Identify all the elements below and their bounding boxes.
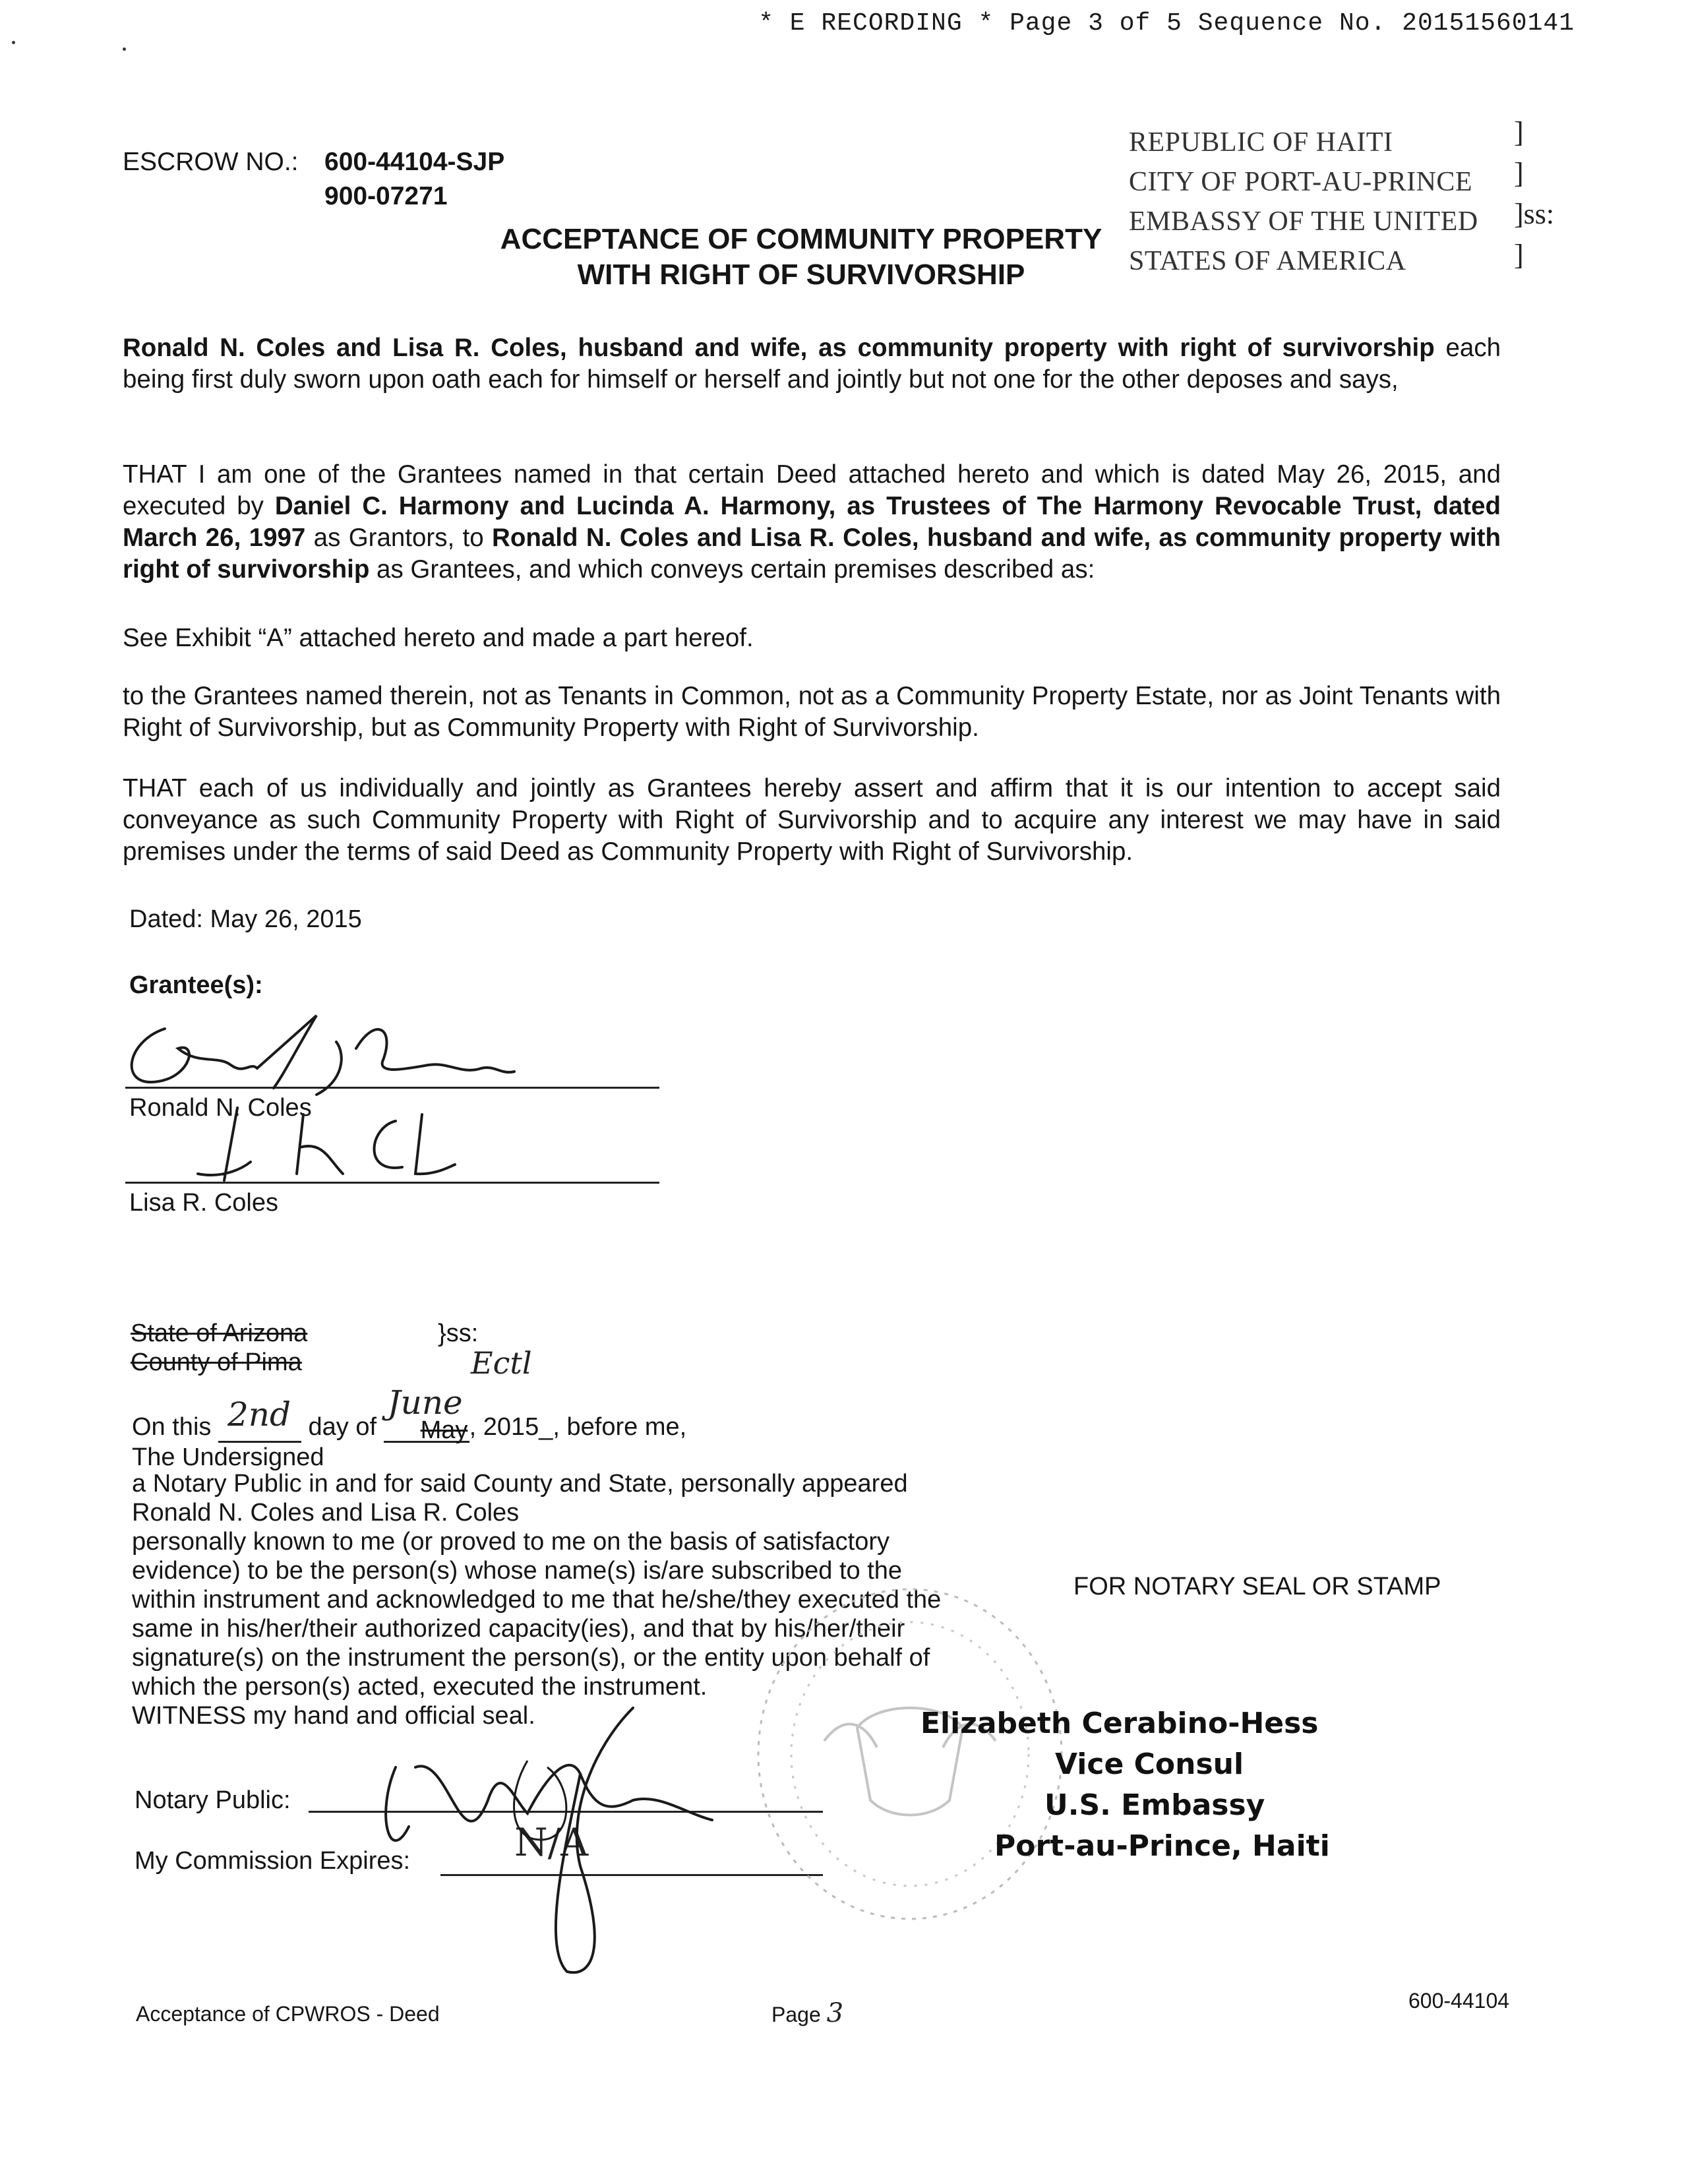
notary-line: a Notary Public in and for said County and State, personally appeared [132,1470,908,1498]
commission-label: My Commission Expires: [135,1847,411,1875]
notary-line: signature(s) on the instrument the person(s), or the entity upon behalf of [132,1644,930,1672]
grantees-bold: Ronald N. Coles and Lisa R. Coles, husband and wife, as community property with right of survivorship [123,524,1501,584]
paragraph-tenancy: to the Grantees named therein, not as Tenants in Common, not as a Community Property Estate, nor as Joint Tenants with Right of Survivorship, but as Community Property with Right of Survivorship. [123,682,1501,742]
handwritten-month: June [387,1383,463,1422]
notary-signature [290,1668,752,1985]
dated-line: Dated: May 26, 2015 [129,905,362,933]
notary-line: WITNESS my hand and official seal. [132,1702,535,1730]
bracket: ] [1514,239,1524,271]
state-struck: State of Arizona [131,1320,308,1347]
consul-city: Port-au-Prince, Haiti [994,1829,1330,1863]
bracket: ] [1514,157,1524,189]
bracket: ]ss: [1514,198,1555,230]
consul-office: U.S. Embassy [1044,1788,1265,1822]
county-struck: County of Pima [131,1349,302,1376]
title-line: WITH RIGHT OF SURVIVORSHIP [577,258,1025,291]
signature-lisa-coles [185,1101,488,1194]
notary-line: Ronald N. Coles and Lisa R. Coles [132,1499,520,1527]
escrow-number: 600-44104-SJP [324,148,505,176]
grantee-name: Lisa R. Coles [129,1189,278,1217]
footer-escrow: 600-44104 [1408,1989,1510,2013]
scan-speck [12,41,15,44]
document-title [468,222,1134,293]
bracket: ] [1514,116,1524,148]
venue-line: STATES OF AMERICA [1129,246,1406,276]
paragraph-affirm: THAT each of us individually and jointly as Grantees hereby assert and affirm that it is our intention to accept said conveyance as such Community Property with Right of Survivorship and to acquire any interest we may have in said premises under the terms of said Deed as Community Property with Right of Survivorship. [123,774,1501,866]
handwritten-ectl: Ectl [471,1345,532,1381]
paragraph-deed [123,459,1501,586]
scan-speck [123,47,126,51]
footer-doc-name: Acceptance of CPWROS - Deed [136,2002,440,2026]
consul-name: Elizabeth Cerabino-Hess [920,1707,1319,1740]
escrow-block [123,145,504,214]
notary-line: same in his/her/their authorized capacity(ies), and that by his/her/their [132,1615,905,1643]
notary-line: which the person(s) acted, executed the instrument. [132,1673,708,1701]
venue-brackets [1514,112,1554,276]
consul-title: Vice Consul [1055,1747,1244,1781]
notary-public-label: Notary Public: [135,1786,291,1814]
venue-line: REPUBLIC OF HAITI [1129,127,1393,158]
paragraph-affiants [123,332,1501,396]
escrow-label: ESCROW NO.: [123,148,299,176]
deed-text: THAT I am one of the Grantees named in that certain Deed attached hereto and which is dated May 26, 2015, and executed by [123,460,1501,520]
venue-stamp [1129,123,1478,281]
embassy-seal-icon [745,1583,1075,1952]
notary-line: evidence) to be the person(s) whose name(s) is/are subscribed to the [132,1557,903,1585]
on-this-label: On this [132,1413,212,1441]
deed-text: as Grantors, to [305,524,493,552]
notary-date-line [132,1383,687,1444]
ss-label: }ss: [438,1320,479,1347]
handwritten-na: N/A [514,1820,589,1865]
grantee-name: Ronald N. Coles [129,1094,312,1122]
paragraph-exhibit: See Exhibit “A” attached hereto and made a part hereof. [123,624,754,652]
recording-header: * E RECORDING * Page 3 of 5 Sequence No. 20151560141 [758,9,1575,38]
affiants-rest: each being first duly sworn upon oath each for himself or herself and jointly but not one for the other deposes and says, [123,334,1501,394]
notary-line: within instrument and acknowledged to me that he/she/they executed the [132,1586,942,1614]
grantors-bold: Daniel C. Harmony and Lucinda A. Harmony, as Trustees of The Harmony Revocable Trust, dated March 26, 1997 [123,492,1501,552]
notary-line: personally known to me (or proved to me on the basis of satisfactory [132,1528,889,1556]
undersigned-label: The Undersigned [132,1443,324,1471]
handwritten-day: 2nd [227,1395,291,1434]
struck-month: May [420,1416,468,1444]
footer-page [771,1998,843,2028]
deed-text: as Grantees, and which conveys certain premises described as: [369,555,1095,584]
grantees-heading: Grantee(s): [129,971,263,999]
year-text: , 2015_, before me, [469,1413,687,1441]
day-of-label: day of [308,1413,377,1441]
affiants-bold: Ronald N. Coles and Lisa R. Coles, husband and wife, as community property with right of survivorship [123,334,1435,362]
page-label: Page [771,2003,821,2026]
venue-line: EMBASSY OF THE UNITED [1129,206,1478,237]
title-line: ACCEPTANCE OF COMMUNITY PROPERTY [500,223,1102,255]
venue-line: CITY OF PORT-AU-PRINCE [1129,167,1473,197]
escrow-number-secondary: 900-07271 [324,182,448,210]
handwritten-page-number: 3 [826,1998,844,2028]
seal-label: FOR NOTARY SEAL OR STAMP [1073,1573,1441,1600]
